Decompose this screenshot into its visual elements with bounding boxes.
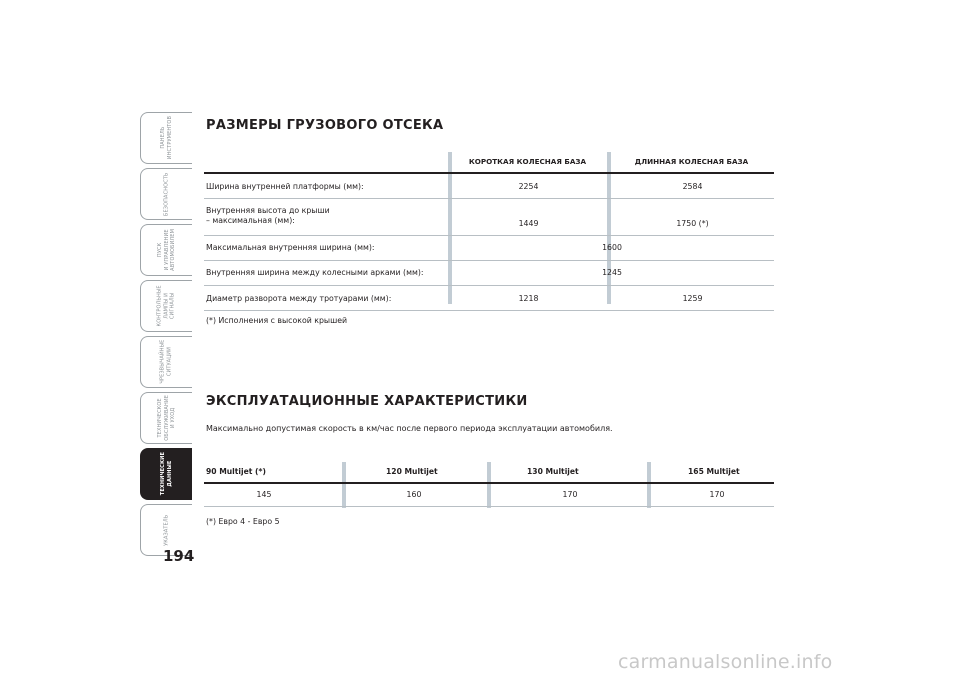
value-long: 1750 (*) (676, 219, 709, 228)
table-row (204, 199, 774, 236)
speed-value: 160 (406, 490, 422, 499)
row-label: Внутренняя ширина между колесными арками (мм): (206, 268, 424, 277)
tab-label: КОНТРОЛЬНЫЕ ЛАМПЫ И СИГНАЛЫ (156, 285, 176, 327)
table-header (204, 150, 774, 174)
value-short: 1218 (518, 294, 539, 303)
value-merged: 1245 (602, 268, 622, 277)
performance-section-title: ЭКСПЛУАТАЦИОННЫЕ ХАРАКТЕРИСТИКИ (206, 394, 528, 409)
performance-description: Максимально допустимая скорость в км/час после первого периода эксплуатации автомобиля. (206, 424, 613, 433)
value-short: 1449 (518, 219, 539, 228)
tab-instrument-panel[interactable] (140, 112, 192, 164)
performance-footnote: (*) Евро 4 - Евро 5 (206, 517, 280, 526)
header-long-wheelbase: ДЛИННАЯ КОЛЕСНАЯ БАЗА (634, 157, 749, 166)
tab-label: ПУСК И УПРАВЛЕНИЕ АВТОМОБИЛЕМ (156, 229, 176, 271)
tab-label: ПАНЕЛЬ ИНСТРУМЕНТОВ (159, 116, 173, 160)
row-label: Максимальная внутренняя ширина (мм): (206, 243, 375, 252)
watermark: carmanualsonline.info (618, 651, 833, 673)
header-130-multijet: 130 Multijet (527, 467, 579, 476)
row-label: Ширина внутренней платформы (мм): (206, 182, 364, 191)
tab-label: УКАЗАТЕЛЬ (163, 514, 170, 546)
table-row (204, 484, 774, 507)
tab-technical-data[interactable] (140, 448, 192, 500)
tab-maintenance[interactable] (140, 392, 192, 444)
speed-table (204, 460, 774, 507)
speed-value: 145 (256, 490, 272, 499)
tab-label: БЕЗОПАСНОСТЬ (163, 172, 170, 216)
tab-label: ТЕХНИЧЕСКИЕ ДАННЫЕ (159, 452, 173, 496)
row-label: Диаметр разворота между тротуарами (мм): (206, 294, 392, 303)
header-120-multijet: 120 Multijet (386, 467, 438, 476)
value-long: 1259 (682, 294, 703, 303)
cargo-section-title: РАЗМЕРЫ ГРУЗОВОГО ОТСЕКА (206, 118, 444, 133)
cargo-footnote: (*) Исполнения с высокой крышей (206, 316, 348, 325)
tab-starting-driving[interactable] (140, 224, 192, 276)
header-165-multijet: 165 Multijet (688, 467, 740, 476)
value-merged: 1600 (602, 243, 622, 252)
table-row (204, 236, 774, 261)
value-long: 2584 (682, 182, 703, 191)
tab-warning-lights[interactable] (140, 280, 192, 332)
header-90-multijet: 90 Multijet (*) (206, 467, 266, 476)
speed-value: 170 (562, 490, 578, 499)
tab-label: ЧРЕЗВЫЧАЙНЫЕ СИТУАЦИИ (159, 339, 173, 385)
value-short: 2254 (518, 182, 539, 191)
table-header (204, 460, 774, 484)
header-short-wheelbase: КОРОТКАЯ КОЛЕСНАЯ БАЗА (468, 157, 587, 166)
tab-safety[interactable] (140, 168, 192, 220)
table-row (204, 174, 774, 199)
tab-label: ТЕХНИЧЕСКОЕ ОБСЛУЖИВАНИЕ И УХОД (156, 395, 176, 441)
tab-emergency[interactable] (140, 336, 192, 388)
table-row (204, 286, 774, 311)
row-label: Внутренняя высота до крыши – максимальная (мм): (206, 206, 330, 225)
page-number: 194 (163, 547, 195, 565)
cargo-dimensions-table (204, 150, 774, 311)
speed-value: 170 (709, 490, 725, 499)
section-tabs (140, 112, 192, 560)
table-row (204, 261, 774, 286)
